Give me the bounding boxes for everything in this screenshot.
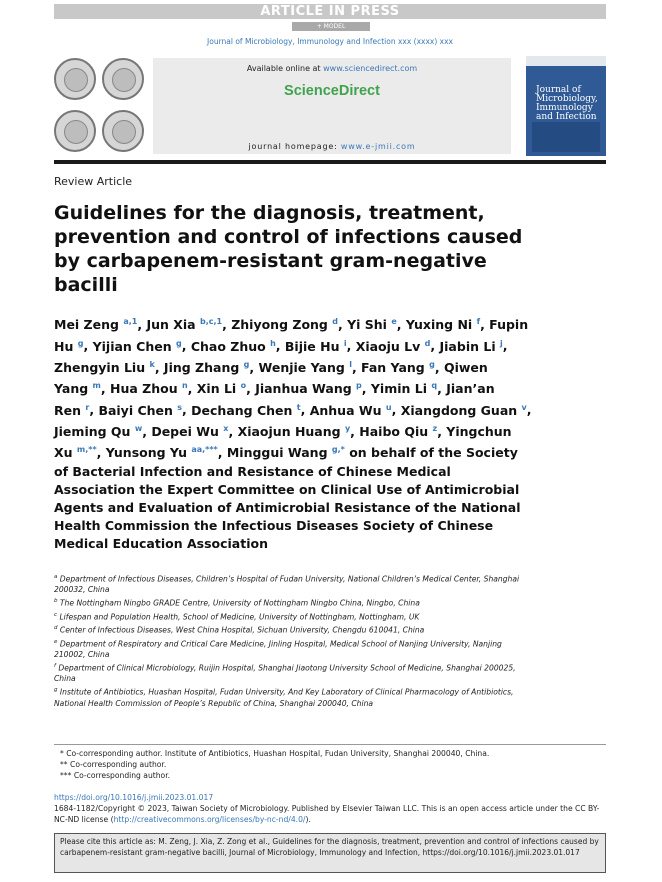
- author-affiliation-marker[interactable]: x: [223, 423, 229, 433]
- author[interactable]: [227, 445, 345, 460]
- author-affiliation-marker[interactable]: p: [356, 381, 362, 391]
- author[interactable]: [259, 360, 352, 375]
- footnote-text: Co-corresponding author.: [70, 760, 167, 769]
- society-seal-logo: [54, 58, 96, 100]
- author-affiliation-marker[interactable]: w: [134, 423, 143, 433]
- cover-picture: [532, 122, 600, 152]
- author-separator: ,: [434, 359, 444, 375]
- author-separator: ,: [350, 423, 360, 439]
- author-separator: ,: [96, 445, 106, 461]
- author-separator: ,: [351, 359, 362, 375]
- author-separator: ,: [337, 317, 348, 333]
- author-affiliation-marker[interactable]: u: [385, 402, 392, 412]
- author-separator: ,: [437, 423, 447, 439]
- license-link[interactable]: http://creativecommons.org/licenses/by-nc-nd/4.0/: [113, 815, 306, 825]
- article-type: Review Article: [54, 175, 133, 188]
- author-affiliation-marker[interactable]: q: [431, 381, 438, 391]
- author-affiliation-marker[interactable]: y: [344, 423, 351, 433]
- author-affiliation-marker[interactable]: b,c,1: [199, 317, 223, 326]
- affiliation-text: The Nottingham Ningbo GRADE Centre, University of Nottingham Ningbo China, Ningbo, China: [59, 598, 420, 608]
- author-name: Baiyi Chen: [98, 402, 173, 418]
- author-affiliation-marker[interactable]: l: [349, 359, 352, 369]
- author-affiliation-marker[interactable]: f: [476, 317, 481, 326]
- author-separator: ,: [480, 317, 490, 333]
- author-name: Hua Zhou: [110, 381, 178, 397]
- author-name: Fan Yang: [361, 359, 425, 375]
- author-separator: ,: [396, 317, 406, 333]
- author-affiliation-marker[interactable]: g: [429, 359, 435, 369]
- affiliation-text: Institute of Antibiotics, Huashan Hospital, Fudan University, And Key Laboratory of Clinical Pharmacology of Antibiotics, National Health Commission of People’s Republic of China, Shanghai 200040, China: [54, 687, 514, 708]
- author-name: Minggui Wang: [226, 445, 328, 461]
- author[interactable]: [231, 317, 338, 332]
- affiliation: [54, 610, 534, 623]
- author[interactable]: [401, 403, 527, 418]
- footnote-divider: [54, 744, 606, 745]
- society-seal-logo: [54, 110, 96, 152]
- journal-citation-line[interactable]: Journal of Microbiology, Immunology and Infection xxx (xxxx) xxx: [207, 37, 453, 46]
- author[interactable]: [164, 360, 249, 375]
- author-name: Jiabin Li: [439, 338, 496, 354]
- header-divider: [54, 160, 606, 164]
- author-separator: ,: [83, 338, 93, 354]
- affiliation-text: Department of Clinical Microbiology, Ruijin Hospital, Shanghai Jiaotong University School of Medicine, Shanghai 200025, China: [54, 663, 516, 684]
- author[interactable]: [151, 424, 228, 439]
- society-seal-logo: [102, 110, 144, 152]
- author[interactable]: [310, 403, 392, 418]
- author-affiliation-marker[interactable]: g: [175, 338, 182, 348]
- author-separator: ,: [100, 381, 110, 397]
- author-separator: ,: [526, 402, 532, 418]
- author-separator: ,: [222, 317, 232, 333]
- author[interactable]: [110, 381, 188, 396]
- society-logos: [54, 58, 146, 154]
- cover-title: Journal of Microbiology, Immunology and Infection: [536, 85, 598, 122]
- author-separator: ,: [182, 402, 192, 418]
- doi-link[interactable]: https://doi.org/10.1016/j.jmii.2023.01.017: [54, 793, 214, 802]
- affiliation: [54, 572, 534, 596]
- article-in-press-banner: ARTICLE IN PRESS: [54, 4, 606, 19]
- author-affiliation-marker[interactable]: k: [149, 359, 155, 369]
- author[interactable]: [255, 381, 362, 396]
- journal-header-box: [153, 58, 511, 154]
- author-affiliation-marker[interactable]: m: [92, 381, 101, 391]
- author-affiliation-marker[interactable]: d: [332, 317, 338, 326]
- sciencedirect-logo[interactable]: ScienceDirect: [284, 83, 380, 99]
- author-separator: ,: [181, 338, 191, 354]
- affiliation-text: Lifespan and Population Health, School of Medicine, University of Nottingham, Nottingham, UK: [59, 612, 420, 622]
- citation-box: Please cite this article as: M. Zeng, J. Xia, Z. Zong et al., Guidelines for the diagnosis, treatment, prevention and control of infections caused by carbapenem-resistant gram-negative bacilli, Journal of Microbiology, Immunology and Infection, https://doi.org/10.1016/j.jmii.2023.01.017: [54, 833, 606, 873]
- footnote: [54, 759, 606, 770]
- homepage-link[interactable]: www.e-jmii.com: [340, 142, 416, 151]
- author[interactable]: [347, 317, 397, 332]
- author[interactable]: [440, 339, 503, 354]
- author-affiliation-marker[interactable]: o: [240, 381, 247, 391]
- author-separator: ,: [361, 381, 371, 397]
- author-affiliation-marker[interactable]: n: [181, 381, 188, 391]
- affiliation-key: c: [54, 611, 58, 618]
- copyright-end: ).: [305, 815, 311, 825]
- author[interactable]: [371, 381, 437, 396]
- author-affiliation-marker[interactable]: t: [296, 402, 301, 412]
- author-affiliation-marker[interactable]: m,**: [76, 445, 97, 455]
- author-affiliation-marker[interactable]: j: [499, 338, 503, 348]
- footnote-text: Co-corresponding author. Institute of Antibiotics, Huashan Hospital, Fudan University, Shanghai 200040, China.: [66, 749, 490, 758]
- affiliation-key: d: [54, 625, 58, 632]
- affiliation: [54, 661, 534, 685]
- author[interactable]: [406, 317, 480, 332]
- author-separator: ,: [246, 381, 256, 397]
- author-name: Chao Zhuo: [190, 338, 266, 354]
- author[interactable]: [54, 317, 137, 332]
- author[interactable]: [191, 403, 300, 418]
- author-name: Anhua Wu: [309, 402, 382, 418]
- author-name: Xiaoju Lv: [355, 338, 421, 354]
- author-name: Xin Li: [196, 381, 237, 397]
- author-separator: ,: [228, 423, 238, 439]
- homepage-label: journal homepage:: [248, 142, 341, 151]
- author-name: Yunsong Yu: [105, 445, 187, 461]
- author[interactable]: [356, 339, 431, 354]
- author-separator: ,: [391, 402, 401, 418]
- author[interactable]: [146, 317, 222, 332]
- author-name: Jun Xia: [146, 317, 196, 333]
- author-separator: ,: [346, 338, 356, 354]
- author-affiliation-marker[interactable]: a,1: [123, 317, 138, 326]
- author-separator: ,: [89, 402, 99, 418]
- author-separator: ,: [430, 338, 440, 354]
- author-affiliation-marker[interactable]: s: [177, 402, 183, 412]
- author-name: Jian’an Ren: [54, 381, 495, 418]
- copyright-notice: [54, 803, 606, 826]
- affiliation-key: g: [54, 687, 58, 694]
- author-name: Jieming Qu: [54, 423, 131, 439]
- author-name: Mei Zeng: [54, 317, 119, 333]
- author[interactable]: [93, 339, 182, 354]
- author-name: Qiwen Yang: [54, 359, 488, 397]
- author-affiliation-marker[interactable]: d: [424, 338, 431, 348]
- author[interactable]: [191, 339, 276, 354]
- affiliation-key: e: [54, 638, 58, 645]
- author-affiliation-marker[interactable]: g: [243, 359, 250, 369]
- author-name: Bijie Hu: [284, 338, 340, 354]
- author-separator: ,: [300, 402, 310, 418]
- footnote-text: Co-corresponding author.: [73, 771, 171, 780]
- author-name: Depei Wu: [151, 423, 219, 439]
- author-name: Zhengyin Liu: [54, 359, 146, 375]
- author-name: Wenjie Yang: [258, 359, 345, 375]
- available-online-label: Available online at: [246, 64, 324, 73]
- affiliation-text: Department of Infectious Diseases, Children’s Hospital of Fudan University, National Children’s Medical Center, Shanghai 200032, China: [54, 574, 520, 595]
- author-separator: ,: [437, 381, 447, 397]
- affiliation-text: Department of Respiratory and Critical Care Medicine, Jinling Hospital, Medical School of Nanjing University, Nanjing 210002, China: [54, 639, 502, 660]
- author[interactable]: [361, 360, 435, 375]
- affiliation-key: f: [54, 663, 56, 669]
- footnote-mark: *: [60, 749, 64, 758]
- sciencedirect-link[interactable]: www.sciencedirect.com: [323, 64, 418, 73]
- society-seal-logo: [102, 58, 144, 100]
- author[interactable]: [54, 360, 155, 375]
- author-affiliation-marker[interactable]: i: [343, 338, 347, 348]
- footnotes: [54, 748, 606, 781]
- author[interactable]: [106, 445, 218, 460]
- affiliation: [54, 596, 534, 609]
- author-name: Yimin Li: [370, 381, 428, 397]
- author-separator: ,: [502, 338, 508, 354]
- author-affiliation-marker[interactable]: h: [270, 338, 276, 348]
- available-online: [153, 64, 511, 73]
- author[interactable]: [238, 424, 351, 439]
- author-separator: ,: [249, 359, 259, 375]
- author-name: Yi Shi: [347, 317, 387, 333]
- cover-band: [526, 56, 606, 66]
- copyright-text: 1684-1182/Copyright © 2023, Taiwan Society of Microbiology. Published by Elsevier Taiwan LLC. This is an open access article under the CC BY-NC-ND license (: [54, 804, 600, 825]
- author-separator: ,: [187, 381, 197, 397]
- footnote: [54, 770, 606, 781]
- affiliation-key: a: [54, 574, 58, 580]
- affiliations: [54, 572, 534, 710]
- author[interactable]: [359, 424, 437, 439]
- author[interactable]: [285, 339, 347, 354]
- author-affiliation-marker[interactable]: v: [521, 402, 527, 412]
- author-name: Xiaojun Huang: [237, 423, 341, 439]
- author-affiliation-marker[interactable]: z: [432, 423, 438, 433]
- affiliation-key: b: [54, 598, 58, 605]
- author-name: Jianhua Wang: [255, 381, 352, 397]
- author-affiliation-marker[interactable]: g: [77, 338, 84, 348]
- footnote-mark: **: [60, 760, 68, 769]
- author-name: Jing Zhang: [163, 359, 240, 375]
- author-name: Zhiyong Zong: [231, 317, 328, 333]
- author-affiliation-marker[interactable]: g,*: [331, 445, 345, 455]
- author-separator: ,: [217, 445, 227, 461]
- author-separator: ,: [154, 359, 164, 375]
- author-name: Xiangdong Guan: [400, 402, 518, 418]
- author-affiliation-marker[interactable]: r: [85, 402, 90, 412]
- article-title: Guidelines for the diagnosis, treatment, prevention and control of infections caused by carbapenem-resistant gram-negative bacilli: [54, 202, 523, 296]
- author-name: Haibo Qiu: [359, 423, 429, 439]
- author-name: Dechang Chen: [191, 402, 293, 418]
- affiliation: [54, 623, 534, 636]
- author-name: Yingchun Xu: [54, 423, 512, 461]
- author-separator: ,: [275, 338, 285, 354]
- author[interactable]: [98, 403, 182, 418]
- author[interactable]: [197, 381, 246, 396]
- author-affiliation-marker[interactable]: e: [391, 317, 397, 326]
- journal-homepage: [153, 142, 511, 151]
- affiliation-text: Center of Infectious Diseases, West China Hospital, Sichuan University, Chengdu 610041, China: [59, 625, 425, 635]
- model-label: + MODEL: [292, 22, 370, 31]
- affiliation: [54, 685, 534, 709]
- author-separator: ,: [142, 423, 152, 439]
- author[interactable]: [54, 424, 142, 439]
- authors-on-behalf: on behalf of the Society of Bacterial Infection and Resistance of Chinese Medical Association the Expert Committee on Clinical Use of Antimicrobial Agents and Evaluation of Antimicrobial Resistance of the National Health Commission the Infectious Diseases Society of Chinese Medical Education Association: [54, 445, 521, 552]
- author-name: Yuxing Ni: [405, 317, 473, 333]
- journal-cover-image[interactable]: [526, 56, 606, 156]
- footnote-mark: ***: [60, 771, 72, 780]
- author-list: [54, 313, 534, 554]
- footnote: [54, 748, 606, 759]
- affiliation: [54, 637, 534, 661]
- author-separator: ,: [137, 317, 147, 333]
- author-name: Fupin Hu: [54, 317, 529, 354]
- author-affiliation-marker[interactable]: aa,***: [191, 445, 218, 455]
- author-name: Yijian Chen: [92, 338, 172, 354]
